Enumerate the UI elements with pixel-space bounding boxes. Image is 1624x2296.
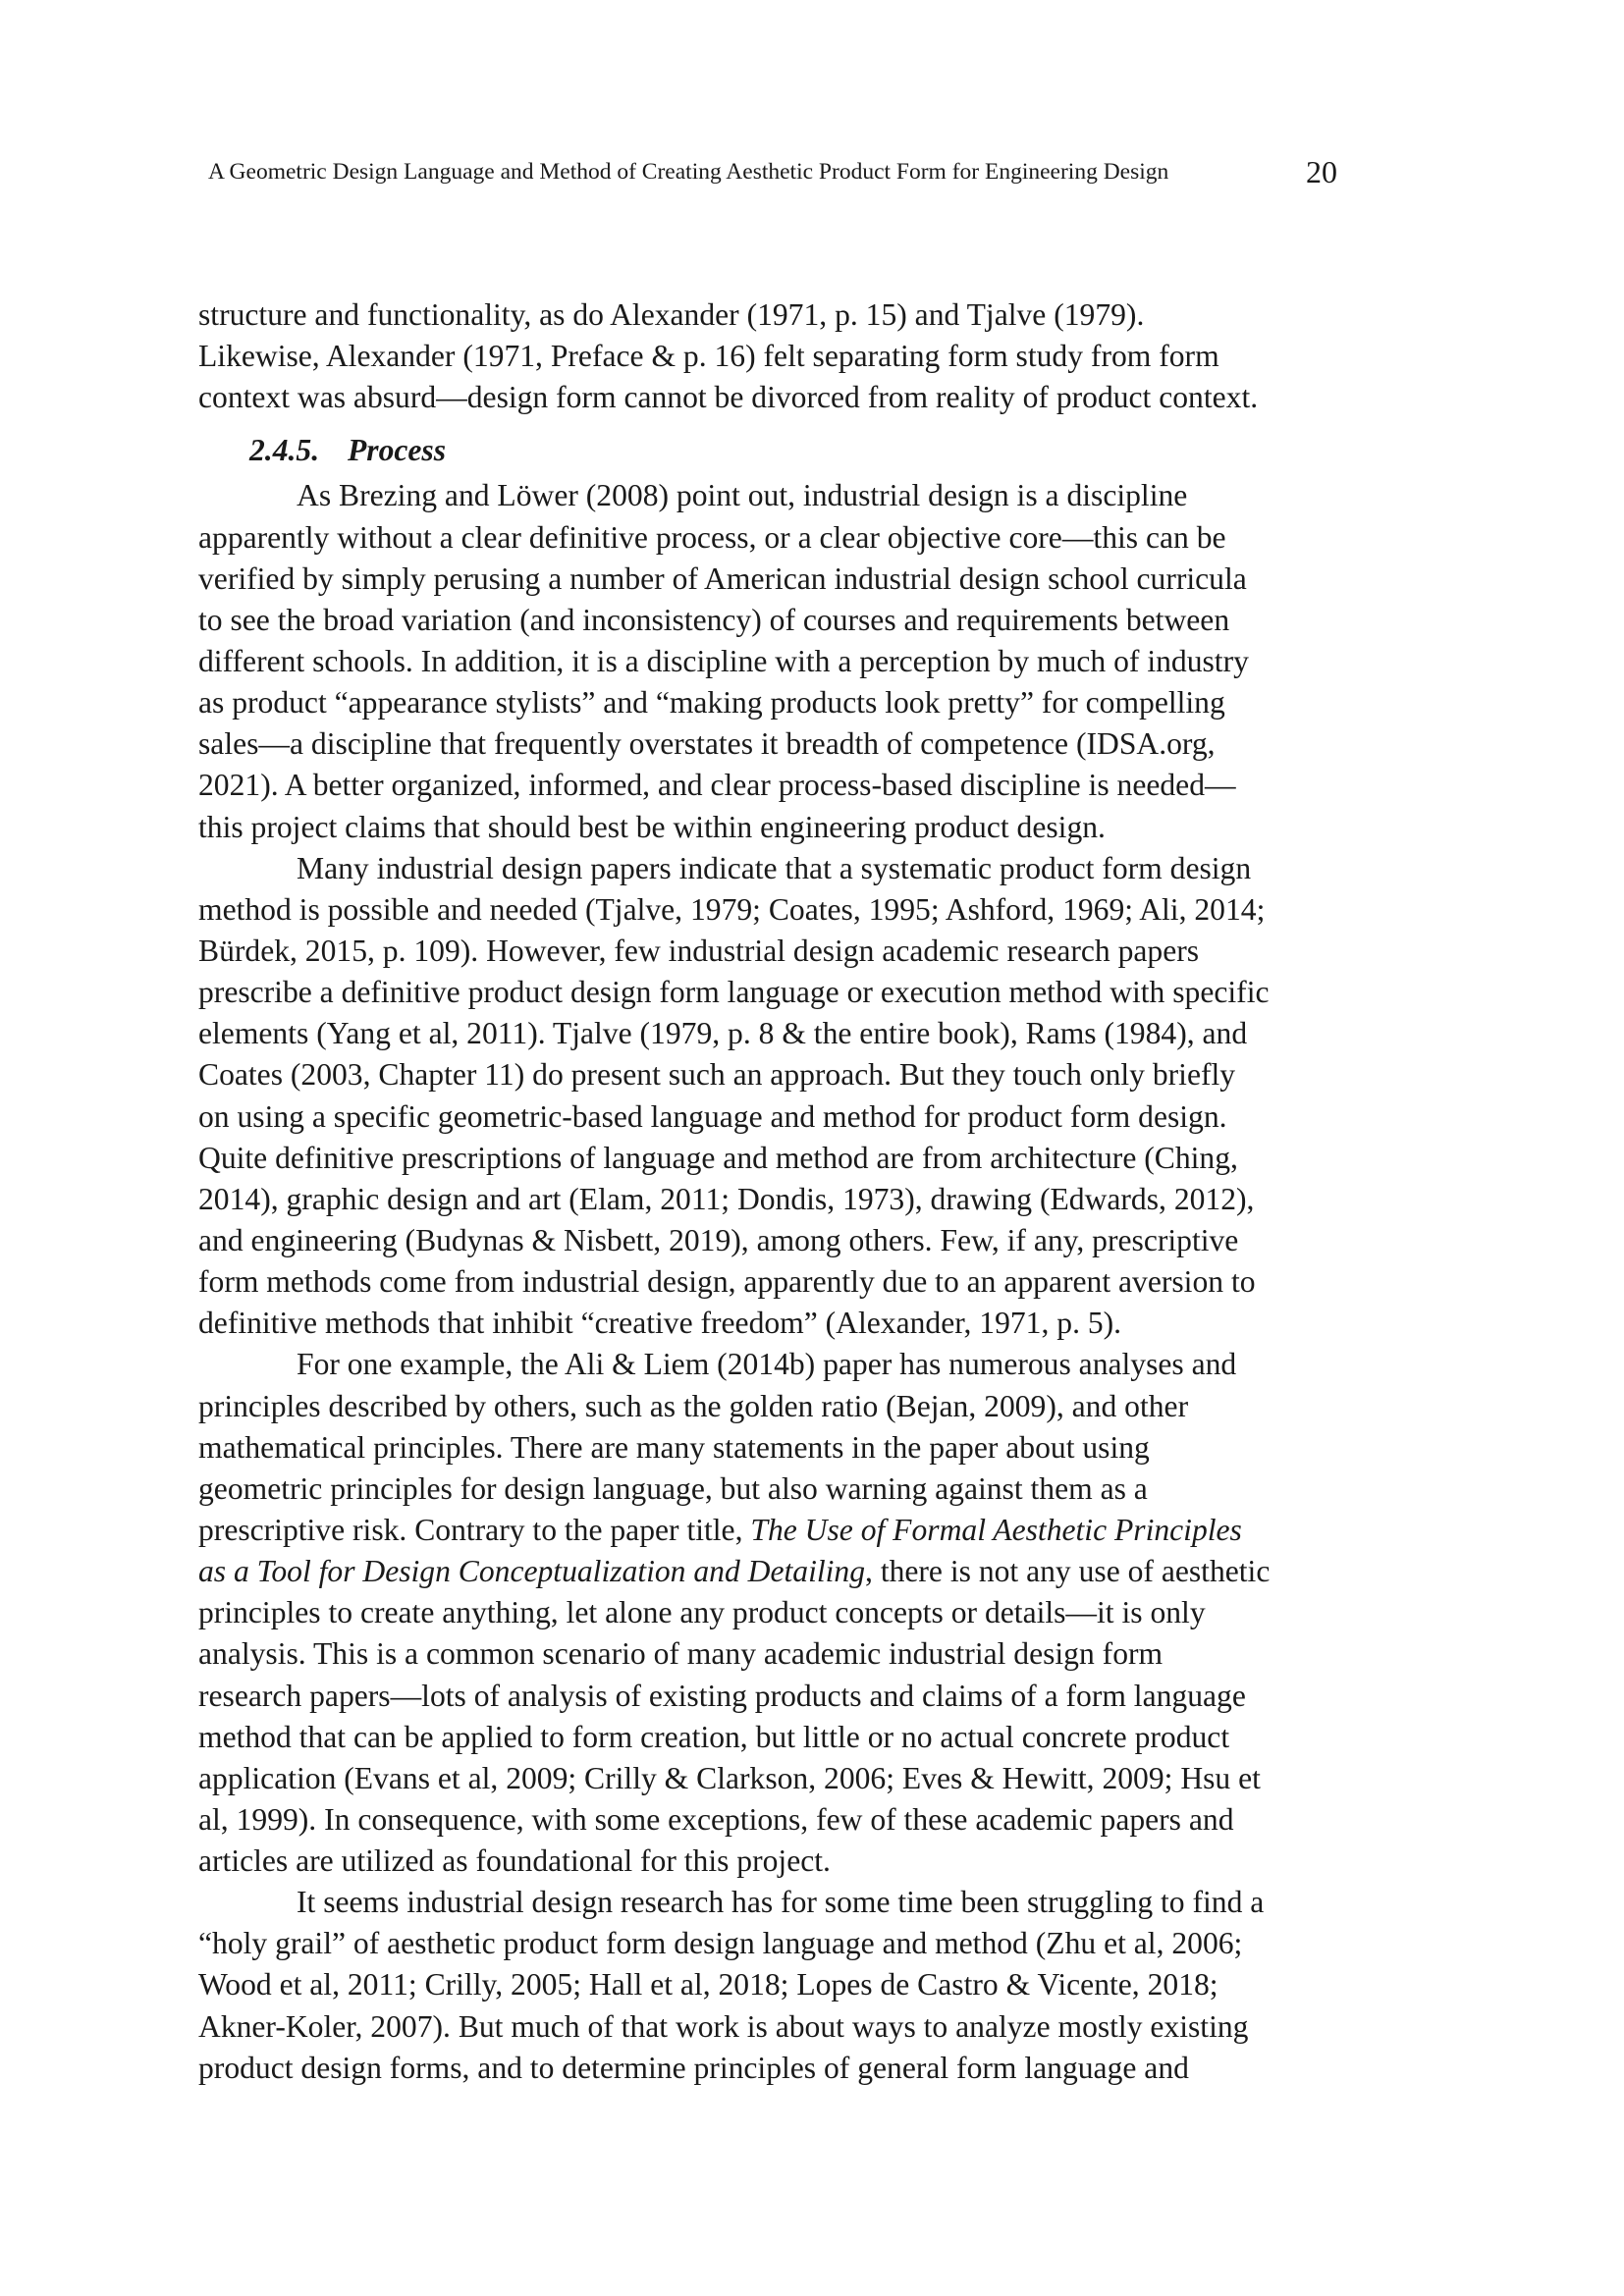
text-line: Wood et al, 2011; Crilly, 2005; Hall et al, 2018; Lopes de Castro & Vicente, 2018; bbox=[198, 1967, 1218, 2002]
text-line: Many industrial design papers indicate that a systematic product form design bbox=[297, 850, 1252, 885]
section-number: 2.4.5. bbox=[249, 433, 320, 468]
text-line: on using a specific geometric-based language and method for product form design. bbox=[198, 1098, 1227, 1134]
text-line: as product “appearance stylists” and “making products look pretty” for compelling bbox=[198, 685, 1225, 721]
text-line: definitive methods that inhibit “creative freedom” (Alexander, 1971, p. 5). bbox=[198, 1306, 1122, 1341]
page-number: 20 bbox=[1306, 154, 1337, 189]
text-line: articles are utilized as foundational for this project. bbox=[198, 1843, 831, 1879]
paragraph-holy-grail bbox=[198, 1882, 1337, 2089]
text-line: Coates (2003, Chapter 11) do present such an approach. But they touch only briefly bbox=[198, 1057, 1236, 1093]
text-line: 2014), graphic design and art (Elam, 2011; Dondis, 1973), drawing (Edwards, 2012), bbox=[198, 1181, 1255, 1216]
text-line: al, 1999). In consequence, with some exceptions, few of these academic papers and bbox=[198, 1801, 1234, 1837]
text-line: and engineering (Budynas & Nisbett, 2019), among others. Few, if any, prescriptive bbox=[198, 1222, 1239, 1257]
text-line: to see the broad variation (and inconsistency) of courses and requirements between bbox=[198, 602, 1230, 637]
paragraph-ali-liem bbox=[198, 1344, 1337, 1882]
paragraph-brezing bbox=[198, 475, 1337, 847]
text-line: context was absurd—design form cannot be divorced from reality of product context. bbox=[198, 380, 1259, 415]
text-line: principles to create anything, let alone any product concepts or details—it is only bbox=[198, 1595, 1206, 1630]
text-line: verified by simply perusing a number of American industrial design school curricula bbox=[198, 561, 1247, 596]
text-line: prescribe a definitive product design form language or execution method with specific bbox=[198, 975, 1270, 1010]
text-line: method that can be applied to form creation, but little or no actual concrete product bbox=[198, 1719, 1230, 1754]
text-line: structure and functionality, as do Alexander (1971, p. 15) and Tjalve (1979). bbox=[198, 297, 1145, 332]
paragraph-continuation bbox=[198, 294, 1337, 418]
text-line: product design forms, and to determine principles of general form language and bbox=[198, 2050, 1189, 2085]
section-heading bbox=[198, 426, 1337, 475]
text-line: sales—a discipline that frequently overstates it breadth of competence (IDSA.org, bbox=[198, 726, 1216, 762]
text-line: elements (Yang et al, 2011). Tjalve (1979, p. 8 & the entire book), Rams (1984), and bbox=[198, 1016, 1248, 1051]
text-line: Quite definitive prescriptions of language and method are from architecture (Ching, bbox=[198, 1140, 1238, 1175]
text-fragment: , there is not any use of aesthetic bbox=[865, 1554, 1271, 1589]
text-line bbox=[198, 1510, 1337, 1551]
text-line: mathematical principles. There are many statements in the paper about using bbox=[198, 1429, 1150, 1465]
text-line: this project claims that should best be within engineering product design. bbox=[198, 809, 1106, 844]
text-line: Bürdek, 2015, p. 109). However, few industrial design academic research papers bbox=[198, 933, 1200, 968]
text-line: application (Evans et al, 2009; Crilly & Clarkson, 2006; Eves & Hewitt, 2009; Hsu et bbox=[198, 1760, 1261, 1795]
paragraph-industrial-design-papers bbox=[198, 848, 1337, 1345]
text-line: It seems industrial design research has for some time been struggling to find a bbox=[297, 1885, 1265, 1920]
text-line: geometric principles for design language, but also warning against them as a bbox=[198, 1470, 1148, 1506]
cited-paper-title: as a Tool for Design Conceptualization and Detailing bbox=[198, 1554, 866, 1589]
running-header bbox=[208, 154, 1337, 196]
text-fragment: prescriptive risk. Contrary to the paper title, bbox=[198, 1512, 751, 1547]
text-line: For one example, the Ali & Liem (2014b) paper has numerous analyses and bbox=[297, 1347, 1237, 1382]
text-line: analysis. This is a common scenario of many academic industrial design form bbox=[198, 1636, 1164, 1672]
body-text bbox=[198, 294, 1337, 2089]
text-line: form methods come from industrial design, apparently due to an apparent aversion to bbox=[198, 1264, 1256, 1300]
section-title: Process bbox=[348, 433, 447, 468]
cited-paper-title: The Use of Formal Aesthetic Principles bbox=[750, 1512, 1242, 1547]
text-line: principles described by others, such as the golden ratio (Bejan, 2009), and other bbox=[198, 1388, 1189, 1423]
text-line: method is possible and needed (Tjalve, 1979; Coates, 1995; Ashford, 1969; Ali, 2014; bbox=[198, 891, 1266, 927]
text-line: different schools. In addition, it is a discipline with a perception by much of industry bbox=[198, 643, 1249, 678]
text-line: apparently without a clear definitive process, or a clear objective core—this can be bbox=[198, 519, 1226, 555]
text-line bbox=[198, 1551, 1337, 1592]
text-line: Akner-Koler, 2007). But much of that work is about ways to analyze mostly existing bbox=[198, 2008, 1249, 2044]
text-line: “holy grail” of aesthetic product form design language and method (Zhu et al, 2006; bbox=[198, 1926, 1243, 1961]
text-line: Likewise, Alexander (1971, Preface & p. 16) felt separating form study from form bbox=[198, 339, 1219, 374]
text-line: 2021). A better organized, informed, and clear process-based discipline is needed— bbox=[198, 768, 1236, 803]
text-line: research papers—lots of analysis of existing products and claims of a form language bbox=[198, 1678, 1246, 1713]
header-title: A Geometric Design Language and Method of Creating Aesthetic Product Form for Engineering Design bbox=[208, 159, 1169, 185]
text-line: As Brezing and Löwer (2008) point out, industrial design is a discipline bbox=[297, 478, 1188, 513]
